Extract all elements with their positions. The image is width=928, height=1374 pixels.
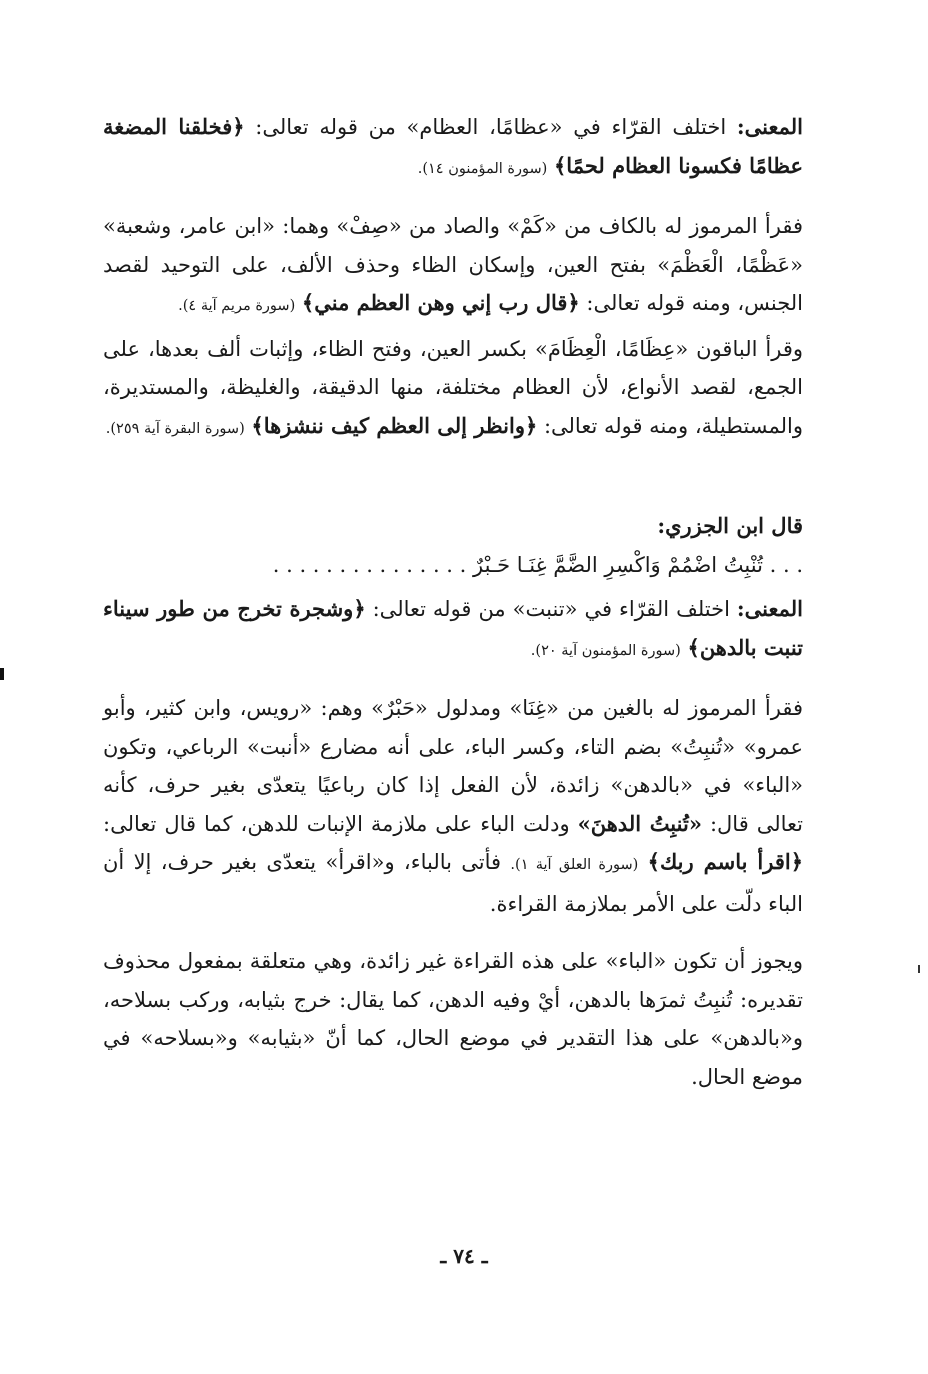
surah-reference-5: (سورة العلق آية ١). [510, 857, 639, 873]
scan-edge-mark-right [918, 965, 920, 973]
surah-reference-1: (سورة المؤمنون ١٤). [417, 160, 548, 177]
verse-line: . . . تُنْبِتُ اضْمُمْ وَاكْسِرِ الضَّمَّ غِنَـا حَـبْرٌ . . . . . . . . . . . . . . . [272, 552, 803, 577]
paragraph-2 [103, 207, 803, 326]
quran-quote-4: ﴿وشجرة تخرج من طور سيناء تنبت بالدهن﴾ [103, 596, 803, 660]
surah-reference-2: (سورة مريم آية ٤). [178, 298, 296, 314]
surah-reference-4: (سورة المؤمنون آية ٢٠). [530, 642, 681, 659]
paragraph-1-text: اختلف القرّاء في «عظامًا، العظام» من قوله تعالى: [244, 115, 737, 139]
surah-reference-3: (سورة البقرة آية ٢٥٩). [105, 420, 245, 437]
quran-quote-1: ﴿فخلقنا المضغة عظامًا فكسونا العظام لحمًا﴾ [103, 114, 803, 178]
paragraph-6-text: ويجوز أن تكون «الباء» على هذه القراءة غير زائدة، وهي متعلقة بمفعول محذوف تقديره: تُنبِتُ ثمرَها بالدهن، أيْ وفيه الدهن، كما يقال: خرج بثيابه، وركب بسلاحه، و«بالدهن» على هذا التقدير في موضع الحال، كما أنّ «بثيابه» و«بسلاحه» في موضع الحال. [103, 949, 803, 1089]
paragraph-3-text: وقرأ الباقون «عِظَامًا، الْعِظَامَ» بكسر العين، وفتح الظاء، وإثبات ألف بعدها، على الجمع، لقصد الأنواع، لأن العظام مختلفة، منها الدقيقة، والغليظة، والمستديرة، والمستطيلة، ومنه قوله تعالى: [103, 336, 803, 438]
paragraph-5-text-2: ودلت الباء على ملازمة الإنبات للدهن، كما قال تعالى: [103, 811, 578, 836]
paragraph-5-text: فقرأ المرموز له بالغين من «غِنَا» ومدلول «حَبْرٌ» وهم: «رويس، وابن كثير، وأبو عمرو» «تُنبِتُ» بضم التاء، وكسر الباء، على أنه مضارع «أنبت» الرباعي، وتكون «الباء» في «بالدهن» زائدة، لأن الفعل إذا كان رباعيًا يتعدّى بغير حرف، كأنه تعالى قال: [103, 696, 803, 836]
quran-quote-3: ﴿وانظر إلى العظم كيف ننشزها﴾ [251, 412, 538, 438]
meaning-label-2: المعنى: [736, 596, 803, 621]
paragraph-4 [103, 590, 803, 670]
page-body [103, 108, 803, 1115]
paragraph-5-text-3: فأتى بالباء، و«اقرأ» يتعدّى بغير حرف، إلا أن الباء دلّت على الأمر بملازمة القراءة. [103, 850, 803, 916]
quran-quote-5: ﴿اقرأ باسم ربك﴾ [647, 849, 803, 874]
paragraph-2-text: فقرأ المرموز له بالكاف من «كَمْ» والصاد من «صِفْ» وهما: «ابن عامر، وشعبة» «عَظْمًا، الْعَظْمَ» بفتح العين، وإسكان الظاء وحذف الألف، على التوحيد لقصد الجنس، ومنه قوله تعالى: [103, 214, 803, 315]
scan-edge-mark [0, 668, 4, 680]
page-number: ـ ٧٤ ـ [440, 1244, 488, 1268]
paragraph-1 [103, 108, 803, 188]
paragraph-3 [103, 330, 803, 449]
paragraph-6 [103, 942, 803, 1096]
paragraph-5 [103, 689, 803, 923]
section-spacer [103, 467, 803, 507]
inline-quote: «تُنبِتُ الدهنَ» [577, 810, 702, 836]
quran-quote-2: ﴿قال رب إني وهن العظم مني﴾ [301, 290, 580, 315]
meaning-label: المعنى: [736, 114, 804, 139]
verse-heading: قال ابن الجزري: [657, 513, 803, 538]
paragraph-4-text: اختلف القرّاء في «تنبت» من قوله تعالى: [365, 597, 737, 621]
